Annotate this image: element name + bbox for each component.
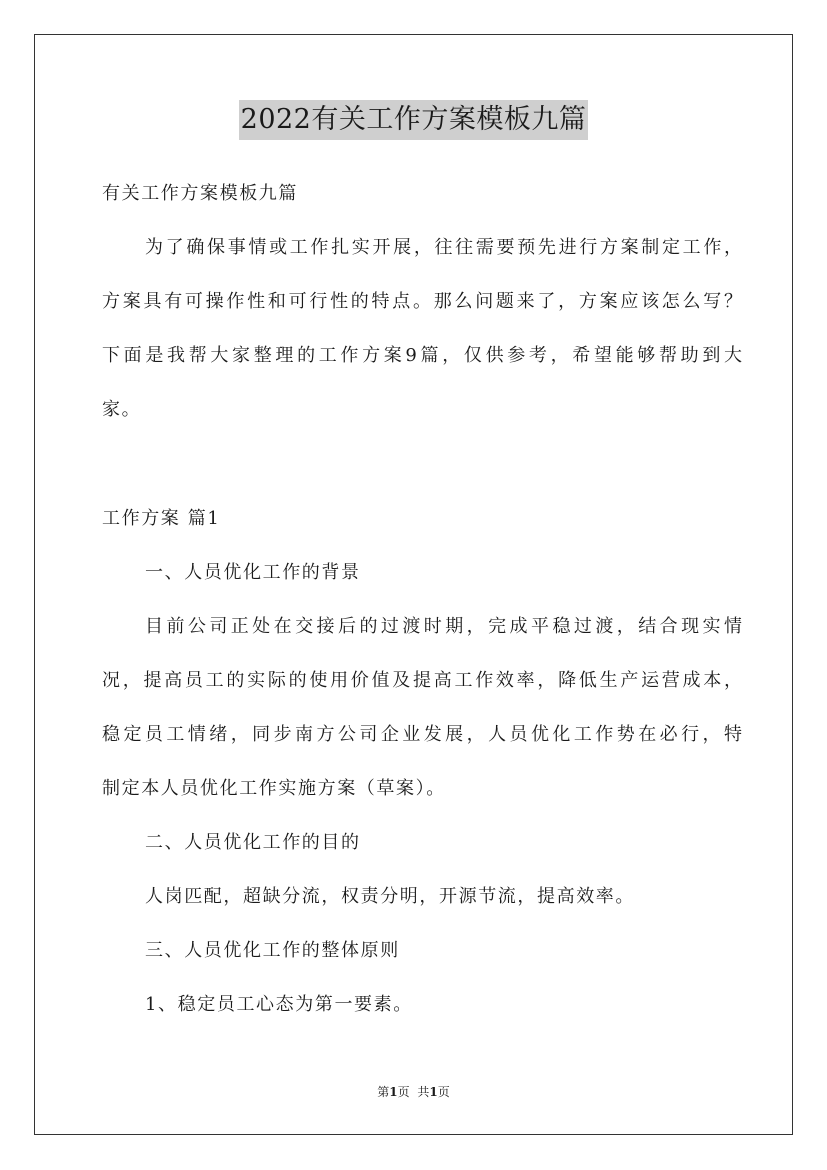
paragraph-line: 家。 (102, 399, 142, 420)
paragraph-line: 目前公司正处在交接后的过渡时期，完成平稳过渡，结合现实情 (145, 616, 742, 637)
subtitle-line: 有关工作方案模板九篇 (102, 183, 298, 204)
footer-total-suffix: 页 (437, 1085, 450, 1099)
title-container (0, 100, 827, 140)
footer-page-number: 1 (389, 1085, 398, 1099)
paragraph-line: 人岗匹配，超缺分流，权责分明，开源节流，提高效率。 (145, 886, 635, 907)
paragraph-line: 方案具有可操作性和可行性的特点。那么问题来了，方案应该怎么写？ (102, 291, 742, 312)
page-footer (0, 1084, 827, 1100)
paragraph-line: 稳定员工情绪，同步南方公司企业发展，人员优化工作势在必行，特 (102, 724, 742, 745)
footer-page-prefix: 第 (377, 1085, 390, 1099)
footer-page-suffix: 页 (397, 1085, 410, 1099)
paragraph-line: 为了确保事情或工作扎实开展，往往需要预先进行方案制定工作， (145, 237, 742, 258)
footer-total-number: 1 (429, 1085, 438, 1099)
paragraph-line: 1、稳定员工心态为第一要素。 (145, 994, 413, 1015)
paragraph-line: 况，提高员工的实际的使用价值及提高工作效率，降低生产运营成本， (102, 670, 742, 691)
document-title: 2022有关工作方案模板九篇 (239, 100, 589, 140)
paragraph-line: 制定本人员优化工作实施方案（草案）。 (102, 778, 446, 799)
paragraph-line: 下面是我帮大家整理的工作方案9篇，仅供参考，希望能够帮助到大 (102, 345, 742, 366)
subsection-heading: 二、人员优化工作的目的 (145, 832, 361, 853)
subsection-heading: 一、人员优化工作的背景 (145, 562, 361, 583)
section-heading: 工作方案 篇1 (102, 508, 221, 529)
footer-total-prefix: 共 (417, 1085, 430, 1099)
subsection-heading: 三、人员优化工作的整体原则 (145, 940, 400, 961)
